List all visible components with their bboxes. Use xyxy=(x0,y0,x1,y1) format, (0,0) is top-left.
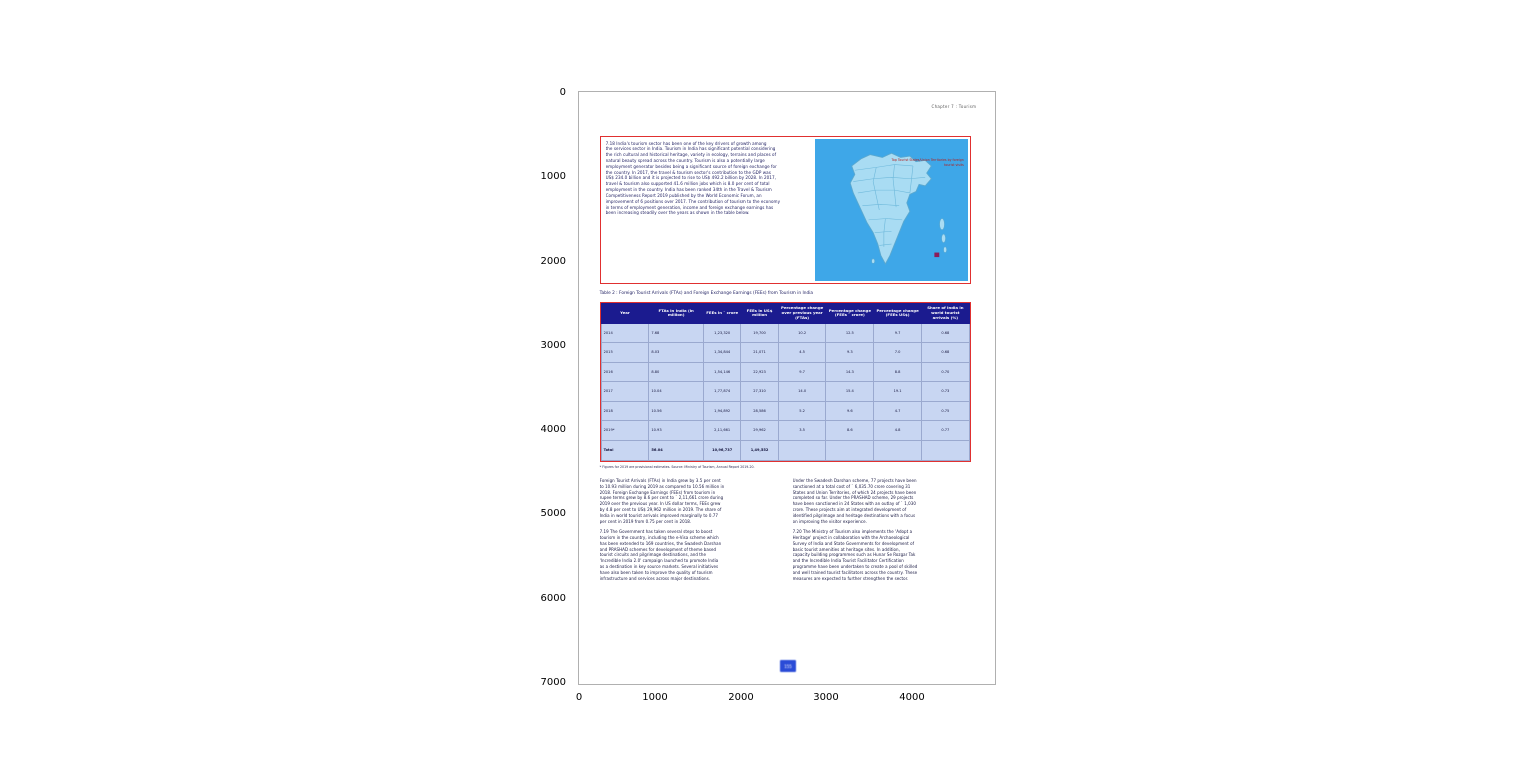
body-line: tourist circuits and pilgrimage destinations, and the xyxy=(599,552,706,558)
box-line: travel & tourism also supported 41.6 million jobs which is 8.0 per cent of total xyxy=(605,181,770,187)
body-line: have also been taken to improve the quality of tourism xyxy=(599,569,713,575)
box-line: 7.18 India's tourism sector has been one of the key drivers of growth among xyxy=(605,140,767,146)
table-cell: 1,23,320 xyxy=(704,323,741,343)
data-table-container xyxy=(600,302,971,462)
table-cell: 10.93 xyxy=(649,421,704,441)
body-line: 7.19 The Government has taken several steps to boost xyxy=(599,529,713,535)
paragraph xyxy=(600,478,778,524)
table-row xyxy=(601,362,969,382)
table-cell: 0.70 xyxy=(921,362,969,382)
table-row xyxy=(601,323,969,343)
paragraph xyxy=(600,529,778,581)
table-header-row xyxy=(601,304,969,324)
table-cell xyxy=(921,441,969,461)
table-header-cell: Year xyxy=(601,304,649,324)
india-map-figure xyxy=(815,139,968,281)
table-cell: 14.3 xyxy=(826,362,874,382)
box-line: US$ 234.0 billion and it is projected to rise to US$ 492.2 billion by 2028. In 2017, xyxy=(605,175,776,181)
table-cell: 9.7 xyxy=(874,323,922,343)
plot-axes xyxy=(578,91,996,685)
table-header-cell: FEEs in US$ million xyxy=(741,304,778,324)
body-line: Survey of India and State Governments for development of xyxy=(792,540,915,546)
table-cell: 10.56 xyxy=(649,401,704,421)
table-header-cell: Percentage change over previous year (FTAs) xyxy=(778,304,826,324)
table-row xyxy=(601,421,969,441)
box-line: the services sector in India. Tourism in India has significant potential considering xyxy=(605,146,776,152)
body-line: Under the Swadesh Darshan scheme, 77 projects have been xyxy=(792,477,917,483)
table-row xyxy=(601,343,969,363)
body-text xyxy=(600,478,971,640)
table-caption: Table 2 : Foreign Tourist Arrivals (FTAs) and Foreign Exchange Earnings (FEEs) from Tourism in India xyxy=(599,291,814,297)
y-tick-4000: 4000 xyxy=(540,424,566,435)
table-cell: 9.7 xyxy=(778,362,826,382)
table-cell: 7.0 xyxy=(874,343,922,363)
table-header-cell: Percentage change (FEEs US$) xyxy=(874,304,922,324)
body-column-right xyxy=(793,478,971,640)
highlight-box-text xyxy=(601,137,815,283)
table-header-cell: FEEs in ` crore xyxy=(704,304,741,324)
body-line: have been sanctioned in 24 States with an outlay of ` 1,030 xyxy=(792,501,916,507)
body-line: to 10.93 million during 2019 as compared to 10.56 million in xyxy=(599,483,725,489)
map-caption: Top Tourist States/Union Territories by foreign tourist visits xyxy=(891,158,964,167)
table-cell: 0.77 xyxy=(921,421,969,441)
body-line: rupee terms grew by 8.6 per cent to ` 2,11,661 crore during xyxy=(599,495,724,501)
box-line: employment in the country. India has been ranked 34th in the Travel & Tourism xyxy=(605,187,772,193)
table-row xyxy=(601,401,969,421)
body-line: 'Incredible India 2.0' campaign launched to promote India xyxy=(599,558,719,564)
page-number-badge: 155 xyxy=(780,660,796,672)
table-cell: 4.8 xyxy=(874,421,922,441)
y-tick-5000: 5000 xyxy=(540,508,566,519)
paragraph xyxy=(793,529,971,581)
body-line: programme have been undertaken to create a pool of skilled xyxy=(792,564,918,570)
table-cell: 19,700 xyxy=(741,323,778,343)
x-tick-4000: 4000 xyxy=(899,692,925,703)
table-source-note: * Figures for 2019 are provisional estimates. Source: Ministry of Tourism, Annual Report 2019-20. xyxy=(599,464,755,469)
table-cell: 10,96,737 xyxy=(704,441,741,461)
body-line: as a destination in key source markets. Several initiatives xyxy=(599,564,719,570)
box-line: Competitiveness Report 2019 published by the World Economic Forum, an xyxy=(605,192,762,198)
body-line: on improving the visitor experience. xyxy=(792,518,867,524)
table-cell: 8.03 xyxy=(649,343,704,363)
table-cell xyxy=(826,441,874,461)
table-cell: Total xyxy=(601,441,649,461)
body-line: capacity building programmes such as Hunar Se Rozgar Tak xyxy=(792,552,916,558)
table-cell: 27,310 xyxy=(741,382,778,402)
body-column-left xyxy=(600,478,778,640)
table-cell: 15.4 xyxy=(826,382,874,402)
y-tick-2000: 2000 xyxy=(540,256,566,267)
body-line: per cent in 2019 from 0.75 per cent in 2018. xyxy=(599,518,692,524)
x-tick-0: 0 xyxy=(575,692,583,703)
box-line: improvement of 6 positions over 2017. The contribution of tourism to the economy xyxy=(605,198,781,204)
box-line: the country. In 2017, the travel & tourism sector's contribution to the GDP was xyxy=(605,169,771,175)
y-tick-0: 0 xyxy=(559,87,566,98)
table-cell: 1,49,552 xyxy=(741,441,778,461)
body-line: tourism in the country, including the e-Visa scheme which xyxy=(599,535,719,541)
table-cell: 28,586 xyxy=(741,401,778,421)
table-header-cell: FTAs in India (in million) xyxy=(649,304,704,324)
table-cell: 2019* xyxy=(601,421,649,441)
body-line: 2018. Foreign Exchange Earnings (FEEs) from tourism in xyxy=(599,489,716,495)
document-page xyxy=(579,92,995,684)
x-tick-3000: 3000 xyxy=(813,692,839,703)
table-cell: 1,94,892 xyxy=(704,401,741,421)
box-line: natural beauty spread across the country. Tourism is also a potentially large xyxy=(605,158,765,164)
body-line: infrastructure and services across major destinations. xyxy=(599,575,711,581)
table-cell: 0.73 xyxy=(921,382,969,402)
body-line: sanctioned at a total cost of ` 6,035.70 crore covering 31 xyxy=(792,483,911,489)
highlight-box xyxy=(600,136,971,284)
table-cell: 2017 xyxy=(601,382,649,402)
y-tick-3000: 3000 xyxy=(540,340,566,351)
body-line: Foreign Tourist Arrivals (FTAs) in India grew by 3.5 per cent xyxy=(599,477,721,483)
table-cell xyxy=(874,441,922,461)
table-cell: 9.6 xyxy=(826,401,874,421)
box-line: employment generator besides being a significant source of foreign exchange for xyxy=(605,163,777,169)
table-cell: 8.6 xyxy=(826,421,874,441)
body-line: by 4.8 per cent to US$ 29,962 million in 2019. The share of xyxy=(599,506,722,512)
body-line: States and Union Territories, of which 24 projects have been xyxy=(792,489,917,495)
table-cell: 4.5 xyxy=(778,343,826,363)
body-line: and well trained tourist facilitators across the country. These xyxy=(792,569,918,575)
table-cell: 9.3 xyxy=(826,343,874,363)
table-cell: 4.7 xyxy=(874,401,922,421)
table-cell: 5.2 xyxy=(778,401,826,421)
box-line: in terms of employment generation, income and foreign exchange earnings has xyxy=(605,204,774,210)
y-tick-6000: 6000 xyxy=(540,593,566,604)
table-cell: 0.68 xyxy=(921,343,969,363)
x-tick-2000: 2000 xyxy=(728,692,754,703)
body-line: India in world tourist arrivals improved marginally to 0.77 xyxy=(599,512,718,518)
table-cell: 1,34,844 xyxy=(704,343,741,363)
table-cell: 2016 xyxy=(601,362,649,382)
table-cell: 10.2 xyxy=(778,323,826,343)
table-cell: 8.80 xyxy=(649,362,704,382)
table-cell: 7.68 xyxy=(649,323,704,343)
table-cell: 2014 xyxy=(601,323,649,343)
body-line: completed so far. Under the PRASHAD scheme, 29 projects xyxy=(792,495,914,501)
y-tick-1000: 1000 xyxy=(540,171,566,182)
body-line: identified pilgrimage and heritage destinations with a focus xyxy=(792,512,916,518)
table-cell: 1,54,146 xyxy=(704,362,741,382)
table-cell: 8.8 xyxy=(874,362,922,382)
table-cell: 21,071 xyxy=(741,343,778,363)
body-line: Heritage' project in collaboration with the Archaeological xyxy=(792,535,910,541)
y-tick-7000: 7000 xyxy=(540,677,566,688)
table-cell: 12.5 xyxy=(826,323,874,343)
table-cell: 3.5 xyxy=(778,421,826,441)
page-header-note: Chapter 7 : Tourism xyxy=(931,103,977,109)
x-tick-1000: 1000 xyxy=(642,692,668,703)
table-total-row xyxy=(601,441,969,461)
body-line: 7.20 The Ministry of Tourism also implements the 'Adopt a xyxy=(792,529,913,535)
table-cell: 2,11,661 xyxy=(704,421,741,441)
table-cell: 14.0 xyxy=(778,382,826,402)
body-line: and the Incredible India Tourist Facilitator Certification xyxy=(792,558,904,564)
table-header-cell: Percentage change (FEEs ` crore) xyxy=(826,304,874,324)
table-cell: 0.68 xyxy=(921,323,969,343)
box-line: the rich cultural and historical heritage, variety in ecology, terrains and places of xyxy=(605,152,777,158)
statistics-table xyxy=(601,303,970,461)
table-header-cell: Share of India in world tourist arrivals (%) xyxy=(921,304,969,324)
body-line: and PRASHAD schemes for development of theme based xyxy=(599,546,717,552)
table-cell: 0.75 xyxy=(921,401,969,421)
table-cell xyxy=(778,441,826,461)
table-row xyxy=(601,382,969,402)
table-cell: 2015 xyxy=(601,343,649,363)
table-cell: 1,77,874 xyxy=(704,382,741,402)
table-cell: 19.1 xyxy=(874,382,922,402)
body-line: basic tourist amenities at heritage sites. In addition, xyxy=(792,546,900,552)
table-cell: 56.04 xyxy=(649,441,704,461)
box-line: been increasing steadily over the years as shown in the table below. xyxy=(605,210,750,216)
body-line: measures are expected to further strengthen the sector. xyxy=(792,575,909,581)
paragraph xyxy=(793,478,971,524)
table-cell: 10.04 xyxy=(649,382,704,402)
body-line: crore. These projects aim at integrated development of xyxy=(792,506,907,512)
table-cell: 22,923 xyxy=(741,362,778,382)
table-cell: 29,962 xyxy=(741,421,778,441)
body-line: 2019 over the previous year. In US dollar terms, FEEs grew xyxy=(599,501,721,507)
body-line: has been extended to 169 countries, the Swadesh Darshan xyxy=(599,540,722,546)
table-cell: 2018 xyxy=(601,401,649,421)
